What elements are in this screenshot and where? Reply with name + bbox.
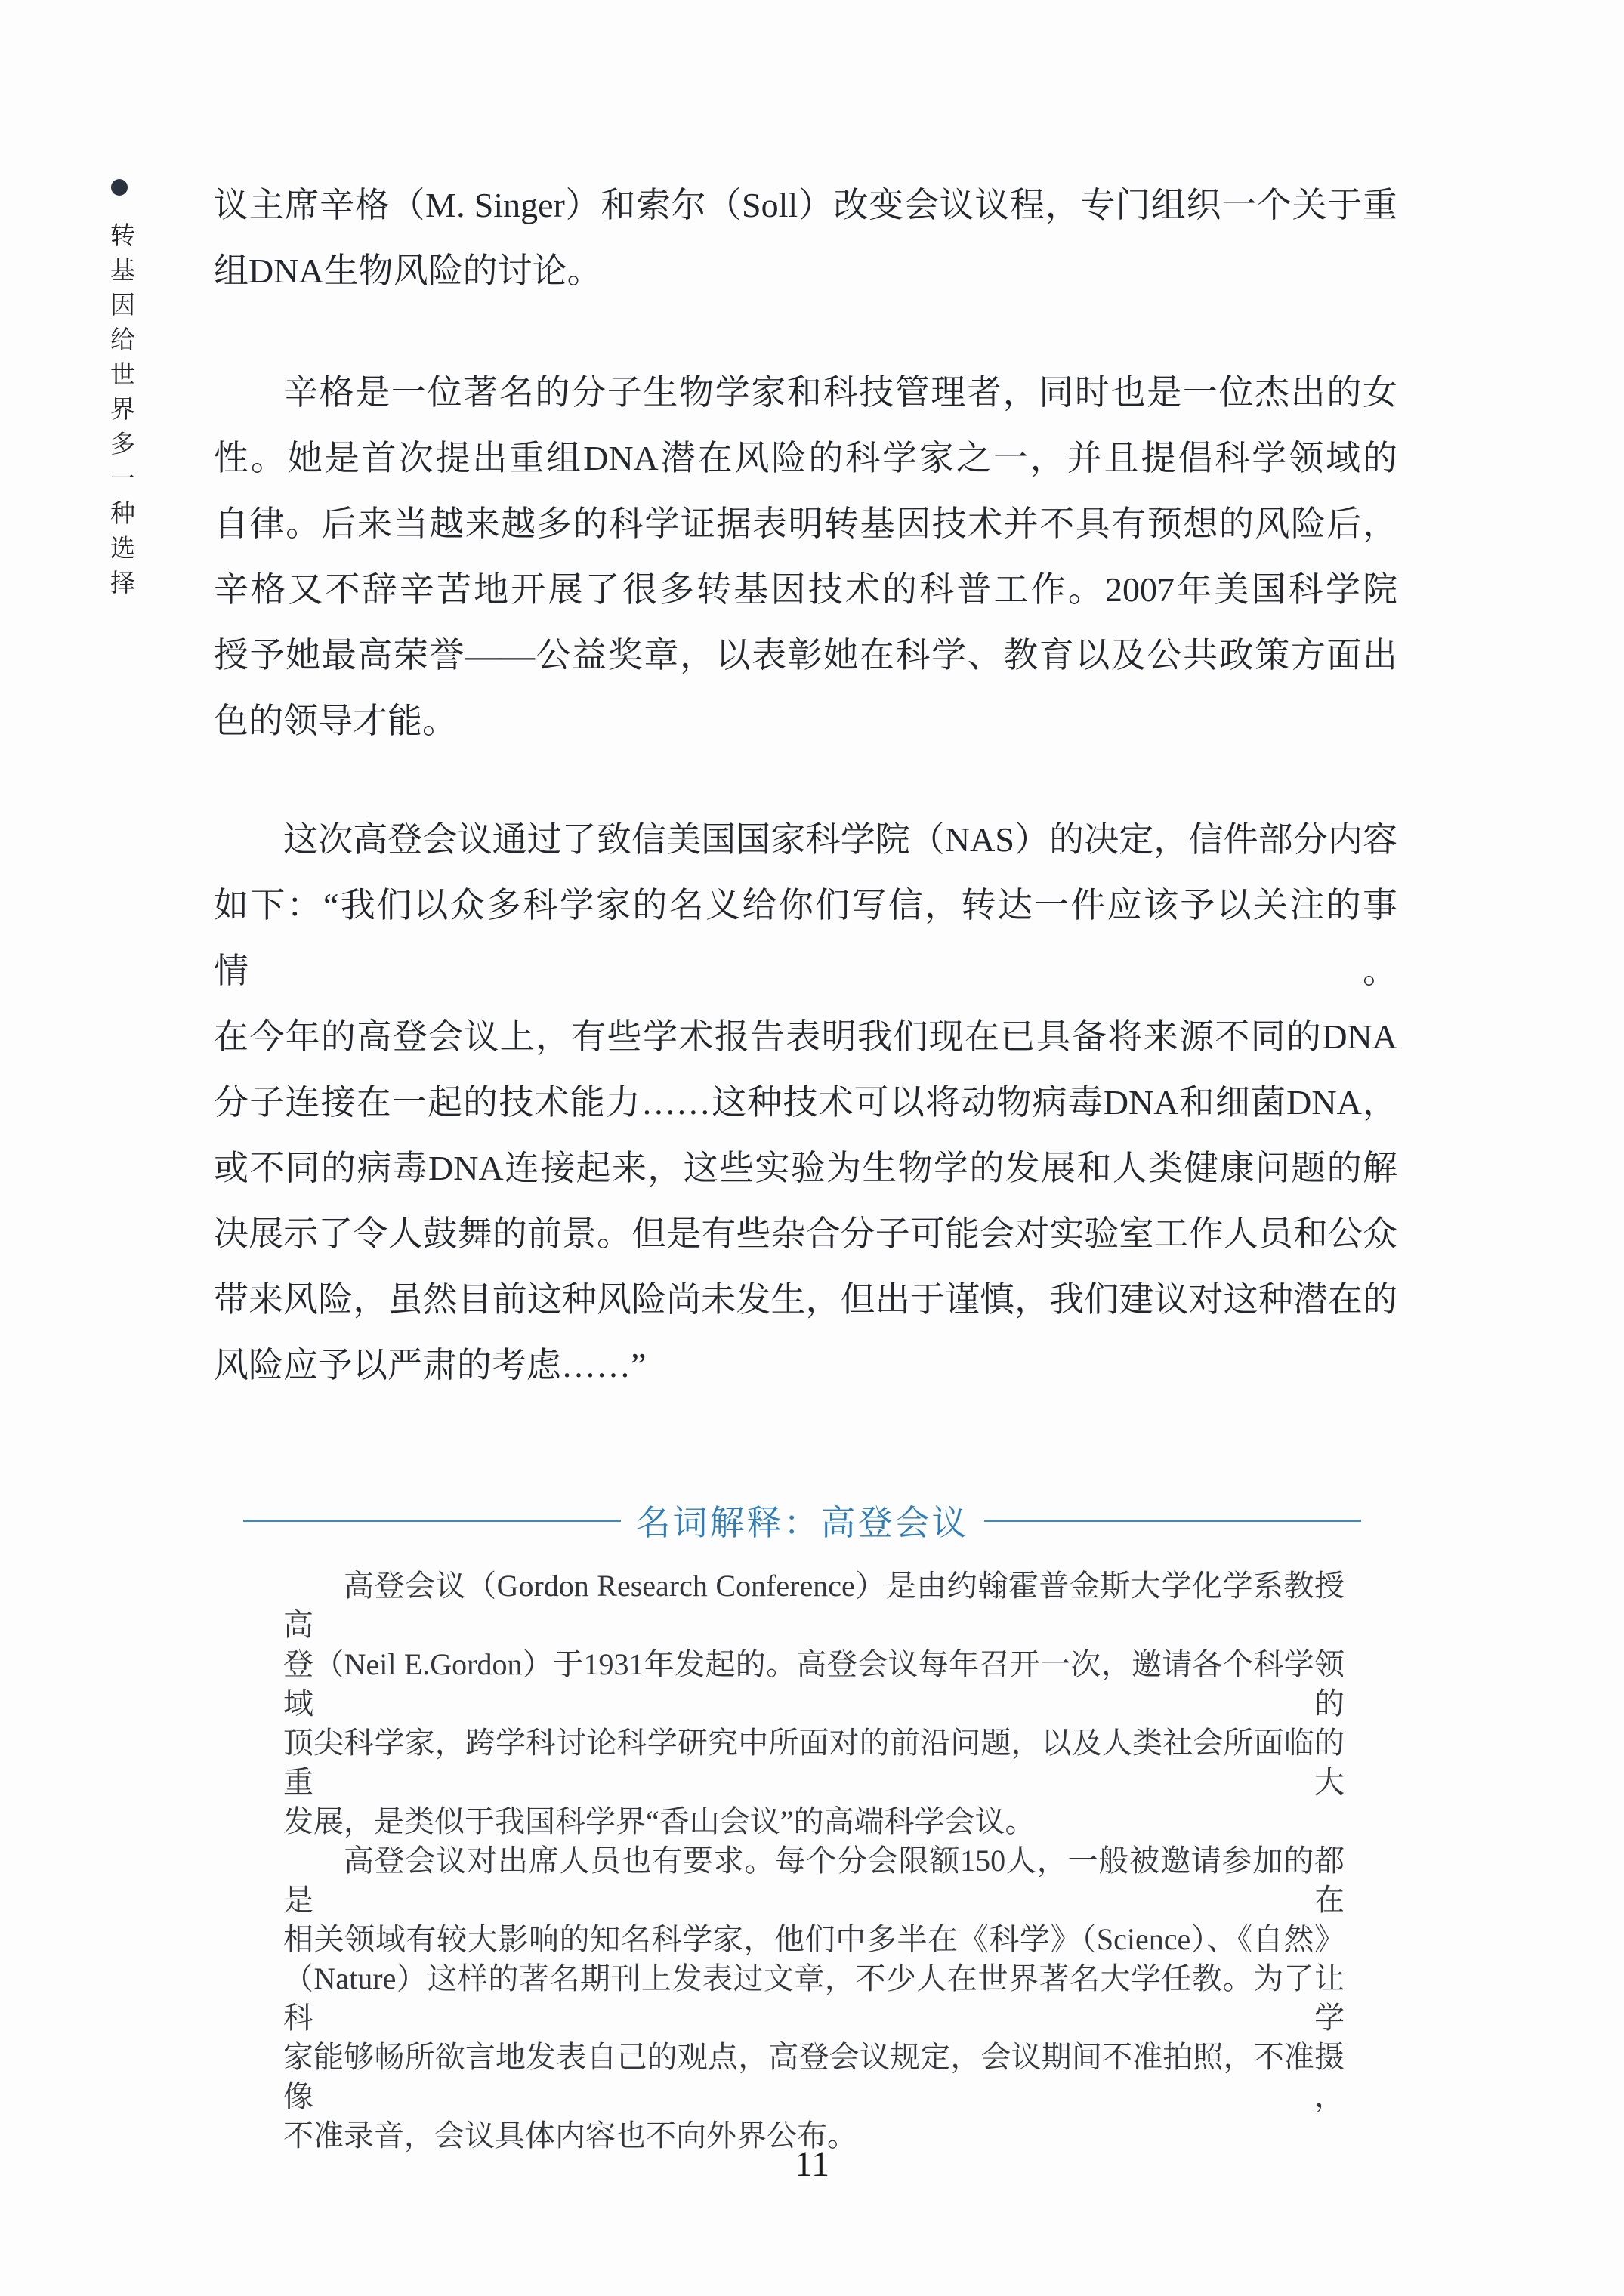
text-line: 家能够畅所欲言地发表自己的观点，高登会议规定，会议期间不准拍照，不准摄像， [283,2040,1345,2113]
text-line: 如下：“我们以众多科学家的名义给你们写信，转达一件应该予以关注的事情。 [214,886,1397,990]
body-paragraph [214,172,1397,304]
side-chapter-label: 转基因给世界多一种选择 [107,222,134,604]
text-line: 授予她最高荣誉——公益奖章，以表彰她在科学、教育以及公共政策方面出 [214,636,1397,674]
text-line: 带来风险，虽然目前这种风险尚未发生，但出于谨慎，我们建议对这种潜在的 [214,1280,1397,1319]
text-line: 这次高登会议通过了致信美国国家科学院（NAS）的决定，信件部分内容 [283,820,1397,859]
text-line: 发展，是类似于我国科学界“香山会议”的高端科学会议。 [283,1804,1036,1838]
text-line: 性。她是首次提出重组DNA潜在风险的科学家之一，并且提倡科学领域的 [214,439,1397,477]
glossary-header [243,1494,1361,1547]
text-line: （Nature）这样的著名期刊上发表过文章，不少人在世界著名大学任教。为了让科学 [283,1961,1345,2035]
page-number: 11 [794,2144,830,2184]
text-line: 高登会议（Gordon Research Conference）是由约翰霍普金斯大学化学系教授高 [283,1569,1345,1642]
text-line: 顶尖科学家，跨学科讨论科学研究中所面对的前沿问题，以及人类社会所面临的重大 [283,1726,1345,1799]
section-bullet-icon [111,179,128,196]
text-line: 在今年的高登会议上，有些学术报告表明我们现在已具备将来源不同的DNA [214,1017,1397,1056]
text-line: 高登会议对出席人员也有要求。每个分会限额150人，一般被邀请参加的都是在 [283,1844,1345,1917]
text-line: 决展示了令人鼓舞的前景。但是有些杂合分子可能会对实验室工作人员和公众 [214,1214,1397,1253]
text-line: 议主席辛格（M. Singer）和索尔（Soll）改变会议议程，专门组织一个关于重 [214,186,1397,224]
text-line: 色的领导才能。 [214,702,457,740]
text-line: 不准录音，会议具体内容也不向外界公布。 [283,2119,857,2152]
text-line: 或不同的病毒DNA连接起来，这些实验为生物学的发展和人类健康问题的解 [214,1149,1397,1187]
glossary-paragraph [283,1841,1345,2156]
text-line: 相关领域有较大影响的知名科学家，他们中多半在《科学》（Science）、《自然》 [283,1922,1345,1956]
text-line: 分子连接在一起的技术能力……这种技术可以将动物病毒DNA和细菌DNA， [214,1083,1397,1122]
body-paragraph [214,807,1397,1398]
text-line: 辛格是一位著名的分子生物学家和科技管理者，同时也是一位杰出的女 [283,373,1397,412]
text-line: 辛格又不辞辛苦地开展了很多转基因技术的科普工作。2007年美国科学院 [214,570,1397,609]
glossary-paragraph [283,1566,1345,1841]
glossary-body [243,1566,1361,2156]
glossary-rule-right [984,1520,1362,1522]
text-line: 自律。后来当越来越多的科学证据表明转基因技术并不具有预想的风险后， [214,505,1397,543]
glossary-box [243,1494,1361,2156]
glossary-title: 名词解释：高登会议 [635,1503,969,1542]
glossary-rule-left [243,1520,621,1522]
main-text-block [214,172,1397,1398]
text-line: 登（Neil E.Gordon）于1931年发起的。高登会议每年召开一次，邀请各个科学领域的 [283,1647,1345,1720]
body-paragraph [214,360,1397,754]
text-line: 组DNA生物风险的讨论。 [214,252,602,290]
text-line: 风险应予以严肃的考虑……” [214,1346,647,1384]
